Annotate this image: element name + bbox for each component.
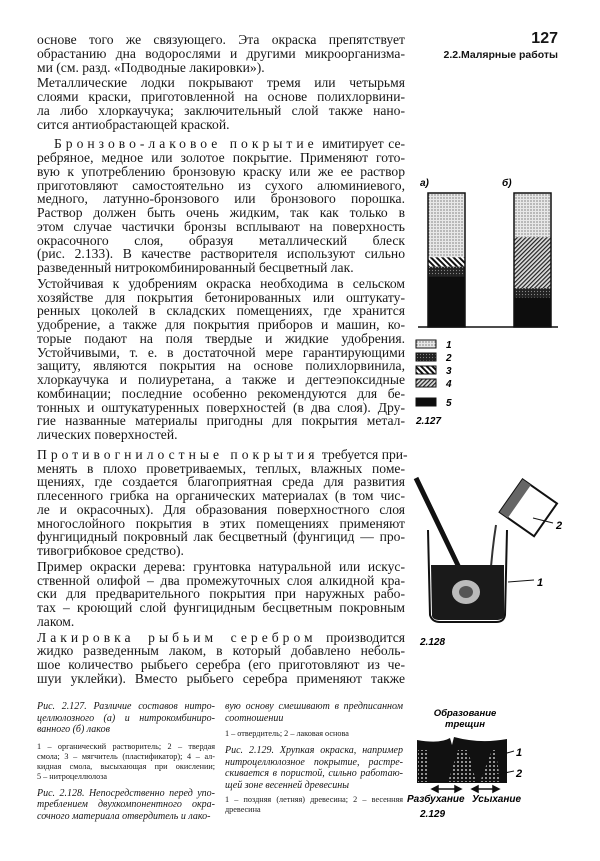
caption-fig-2-128 xyxy=(37,788,215,823)
text-line: шое количество рыбьего серебра (его приготовляют из че- xyxy=(37,657,405,672)
caption-line: соотношении xyxy=(225,712,284,724)
text-line: этом случае частички бронзы всплывают на поверхность xyxy=(37,218,405,234)
label-2: 2 xyxy=(556,520,563,532)
text-line: ми (см. разд. «Подводные лакировки»). xyxy=(37,59,265,75)
text-line: разведенный нитрокомбинированный бесцветный лак. xyxy=(37,260,354,275)
body-text xyxy=(37,32,408,686)
caption-line: целлюлозного (а) и нитрокомбиниро- xyxy=(37,712,215,724)
text-line: торые подают на поля твердые и жидкие удобрения. xyxy=(37,330,405,346)
layer-5-segment xyxy=(514,298,551,327)
text-line: многослойного покрытия в этих помещениях применяют xyxy=(37,515,405,531)
label-a: а) xyxy=(420,178,429,189)
legend-fig-2-127 xyxy=(37,742,215,782)
text-line: шуи уклейки). Вместо рыбьего серебра применяют также xyxy=(37,670,405,686)
text-line: фунгицидный покровный лак бесцветный (фунгицид — про- xyxy=(37,529,405,545)
text-line: жидко разведенным лаком, в который добавлено неболь- xyxy=(37,643,405,659)
caption-line: ванного (б) лаков xyxy=(37,724,110,735)
text-line: комбинации; последние особенно рекомендуются для бе- xyxy=(37,385,405,401)
text-line: хлоркаучука и полиуретана, а также и дегтеэпоксидные xyxy=(37,372,405,387)
text-line: Раствор должен быть очень жидким, так как только в xyxy=(37,205,405,220)
text-line: защиту, являются покрытия на основе полихлорвинила, xyxy=(37,358,405,374)
title-line-1: Образование xyxy=(433,708,497,719)
text-line: ственной олифой – два промежуточных слоя алкидной кра- xyxy=(37,572,405,588)
shrinking-arrow-icon xyxy=(472,786,499,792)
paragraph xyxy=(37,137,405,275)
caption-line: щей зоне весенней древесины xyxy=(225,779,349,791)
beaker-icon xyxy=(428,530,507,622)
text-line: ски для предварительного покрытия при наружных рабо- xyxy=(37,586,405,602)
pouring-can-icon xyxy=(500,479,557,536)
paragraph xyxy=(37,631,405,686)
text-line: щениях, где создается благоприятная среда для развития xyxy=(37,474,405,490)
caption-line: сочного материала отвердитель и лако- xyxy=(37,810,211,822)
page-number: 127 xyxy=(531,30,558,47)
paragraph xyxy=(37,33,405,74)
text-line: медного, латунно-бронзового или бронзового порошка. xyxy=(37,191,405,207)
spaced-term: Бронзово-лаковое покрытие xyxy=(54,136,318,152)
legend-swatch-1 xyxy=(416,340,436,348)
text-line: тах – кроющий слой фунгицидным бесцветным покровным xyxy=(37,600,405,615)
text-line: Устойчивая к удобрениям окраска необходима в сельском xyxy=(37,275,405,291)
caption-line: треблением двухкомпонентного окра- xyxy=(37,799,215,810)
text-line: Устойчивыми, т. е. в достаточной мере гарантирующими xyxy=(37,344,405,360)
text-line: плесенного грибка на органических материалах (в том чис- xyxy=(37,488,405,503)
text-line: ле и окрасочных). Для образования поверхностного слоя xyxy=(37,501,405,517)
text-line xyxy=(37,137,405,151)
paragraph xyxy=(37,76,405,131)
caption-line: 1 – отвердитель; 2 – лаковая основа xyxy=(225,729,349,738)
figure-2-127 xyxy=(410,170,570,435)
text-line: сится антиобрастающей краской. xyxy=(37,116,230,132)
legend-fig-2-128 xyxy=(225,729,403,739)
label-1: 1 xyxy=(537,577,544,589)
caption-line: вую основу смешивают в предписанном xyxy=(225,701,403,712)
label-b: б) xyxy=(502,178,512,189)
text-fragment: имитирует се- xyxy=(317,136,406,152)
text-line: хозяйстве для покрытия бетонированных или оштукату- xyxy=(37,289,405,305)
caption-line: смола; 3 – мягчитель (пластификатор); 4 – ал- xyxy=(37,751,215,761)
paragraph xyxy=(37,277,405,442)
figure-2-129 xyxy=(400,700,600,825)
paragraph xyxy=(37,560,405,629)
text-line: гие названные материалы пригодны для покрытия метал- xyxy=(37,413,405,429)
caption-fig-2-129 xyxy=(225,745,403,791)
text-fragment: производится xyxy=(316,629,406,645)
caption-line: кидная смола, высыхающая при окислении; xyxy=(37,761,215,771)
caption-line: 1 – органический растворитель; 2 – твердая xyxy=(37,741,215,751)
layer-1-segment xyxy=(514,193,551,237)
legend-label: 1 xyxy=(446,340,452,351)
legend-swatch-4 xyxy=(416,379,436,387)
paragraph xyxy=(37,446,408,558)
caption-line: Рис. 2.129. Хрупкая окраска, например xyxy=(225,745,403,756)
shrinking-label: Усыхание xyxy=(472,794,522,805)
text-fragment: требуется при- xyxy=(318,446,408,462)
layer-2-segment xyxy=(428,267,465,276)
text-line: ренных цоколей в складских помещениях, где хранится xyxy=(37,303,405,319)
legend-swatch-5 xyxy=(416,398,436,406)
caption-line: 5 – нитроцеллюлоза xyxy=(37,771,108,781)
caption-line: 1 – поздняя (летняя) древесина; 2 – весенняя xyxy=(225,795,403,804)
text-line: слоями краски, приготовленной на основе полихлорвини- xyxy=(37,89,405,104)
layer-1-segment xyxy=(428,193,465,257)
running-header: 2.2.Малярные работы xyxy=(443,49,558,61)
caption-fig-2-127 xyxy=(37,701,215,736)
caption-right-column xyxy=(225,701,403,815)
legend-label: 2 xyxy=(446,353,452,364)
text-line: Пример окраски дерева: грунтовка натуральной или искус- xyxy=(37,558,405,574)
caption-line: нитроцеллюлозное покрытие, растре- xyxy=(225,756,403,768)
text-line: тонных и оштукатуренных поверхностей (в два слоя). Дру- xyxy=(37,399,405,415)
figure-number: 2.127 xyxy=(416,416,442,427)
layer-4-segment xyxy=(514,237,551,288)
layer-3-segment xyxy=(428,257,465,266)
title-line-2: трещин xyxy=(445,719,485,730)
text-line: менять в плохо проветриваемых, теплых, влажных поме- xyxy=(37,460,405,476)
figure-2-128 xyxy=(408,470,578,650)
legend-label: 5 xyxy=(446,398,452,409)
text-line: тивогрибковое средство). xyxy=(37,543,184,558)
label-1: 1 xyxy=(516,747,523,759)
caption-line: скивается в пористой, сильно работаю- xyxy=(225,768,403,779)
legend-swatch-3 xyxy=(416,366,436,374)
caption-line: Рис. 2.127. Различие составов нитро- xyxy=(37,701,215,712)
text-line xyxy=(37,446,408,462)
text-line: окрасочного слоя, образуя металлический блеск xyxy=(37,232,405,248)
text-line xyxy=(37,631,405,645)
caption-left-column xyxy=(37,701,215,822)
figure-number: 2.129 xyxy=(420,809,446,820)
wood-section xyxy=(417,737,507,783)
figure-number: 2.128 xyxy=(420,637,446,648)
text-line: удобрение, а также для покрытия приборов и машин, ко- xyxy=(37,317,405,332)
spaced-term: Противогнилостные покрытия xyxy=(37,446,319,462)
leader-1 xyxy=(508,580,534,582)
caption-line: Рис. 2.128. Непосредственно перед упо- xyxy=(37,787,215,799)
text-line: Металлические лодки покрывают тремя или четырьмя xyxy=(37,75,405,91)
swelling-label: Разбухание xyxy=(407,794,465,805)
text-line: (рис. 2.133). В качестве растворителя используют сильно xyxy=(37,246,405,262)
legend-fig-2-129 xyxy=(225,795,403,815)
layer-5-segment xyxy=(428,276,465,327)
text-line: ребряное, медное или золотое покрытие. Применяют гото- xyxy=(37,150,405,165)
text-line: лаком. xyxy=(37,613,75,629)
legend-swatch-2 xyxy=(416,353,436,361)
legend-label: 3 xyxy=(446,366,452,377)
caption-line: древесина xyxy=(225,805,261,814)
text-line: вую к употреблению бронзовую краску или же ее раствор xyxy=(37,163,405,179)
text-line: лических поверхностей. xyxy=(37,427,178,442)
layer-2-segment xyxy=(514,288,551,297)
label-2: 2 xyxy=(516,768,523,780)
text-line: обрастанию дна водорослями и другими микроорганизма- xyxy=(37,45,405,61)
caption-fig-2-128-cont xyxy=(225,701,403,724)
text-line: основе того же связующего. Эта окраска препятствует xyxy=(37,32,405,47)
text-line: ла либо хлоркаучука; заключительный слой также нано- xyxy=(37,102,405,118)
spaced-term: Лакировка рыбьим серебром xyxy=(37,629,317,645)
legend-label: 4 xyxy=(446,379,452,390)
swelling-arrow-icon xyxy=(432,786,461,792)
text-line: приготовляют самостоятельно из сухого алюминиевого, xyxy=(37,177,405,193)
